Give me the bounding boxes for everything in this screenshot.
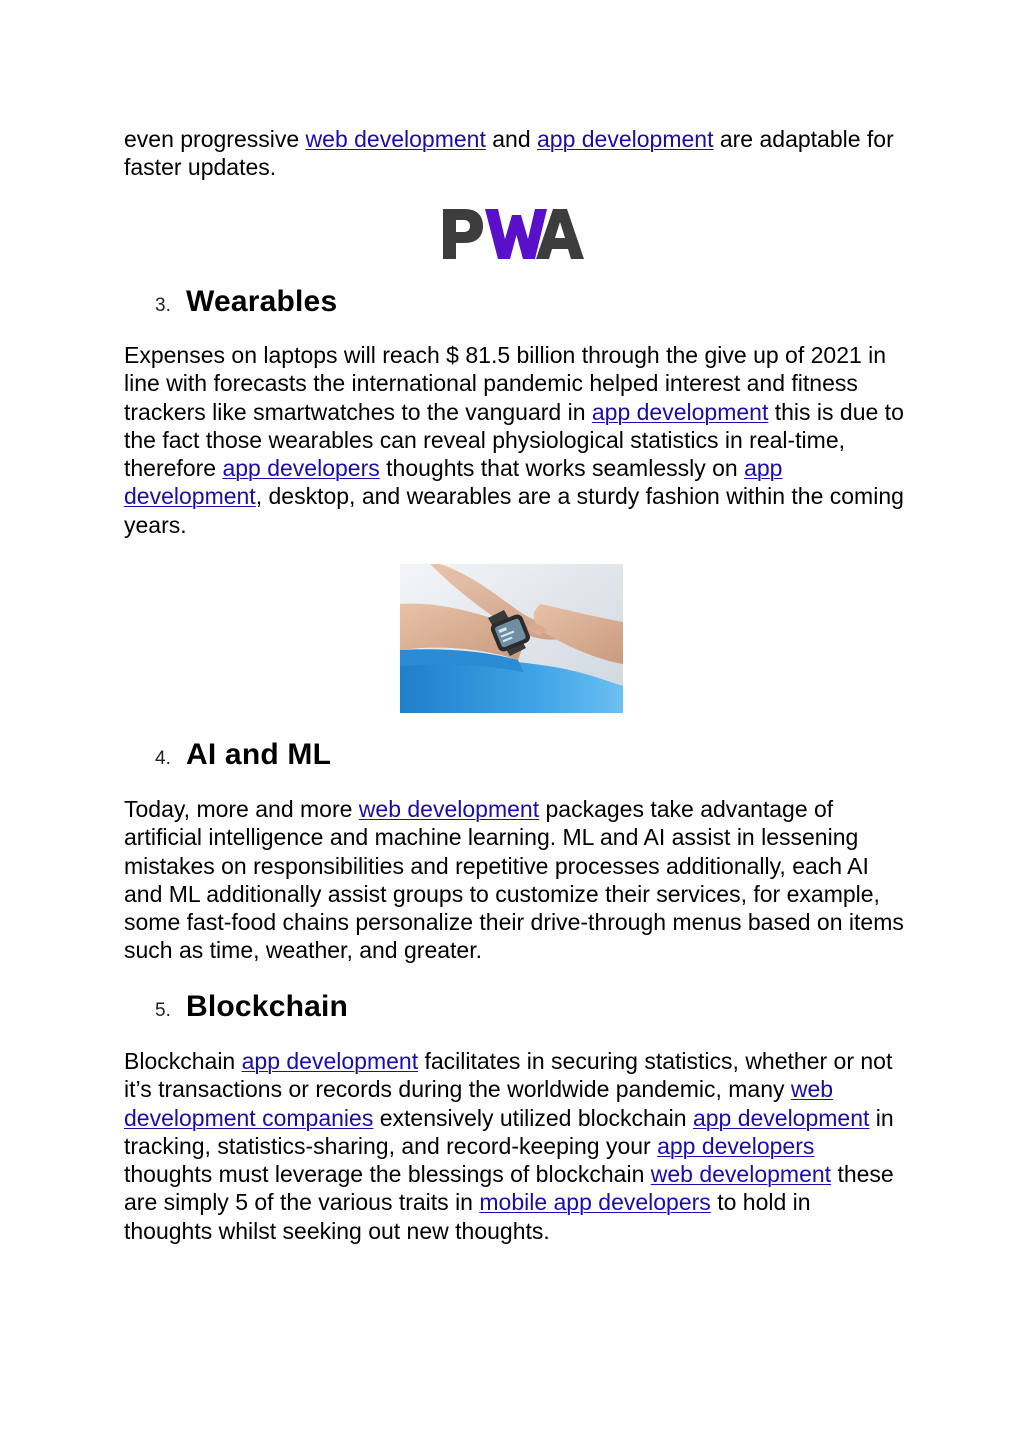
section-heading-wearables [124, 285, 337, 325]
section-number: 3. [155, 295, 171, 316]
intro-text-3: are adaptable for faster updates. [124, 126, 894, 181]
link-web-development[interactable]: web development [358, 796, 540, 822]
ai-ml-text-1: Today, more and more [124, 796, 359, 822]
blockchain-text-5: thoughts must leverage the blessings of blockchain [124, 1161, 651, 1188]
link-app-development[interactable]: app development [124, 455, 783, 510]
section-number: 4. [155, 748, 171, 769]
link-app-development[interactable]: app development [537, 126, 714, 152]
link-app-developers[interactable]: app developers [222, 455, 380, 482]
intro-paragraph [124, 125, 904, 182]
link-app-development[interactable]: app development [241, 1048, 419, 1074]
smartwatch-photo [400, 564, 623, 713]
blockchain-paragraph [124, 1047, 904, 1245]
wearables-text-4: , desktop, and wearables are a sturdy fashion within the coming years. [124, 483, 904, 538]
link-app-development[interactable]: app development [591, 398, 769, 425]
blockchain-text-4: in tracking, statistics-sharing, and record-keeping your [124, 1104, 894, 1159]
section-title: AI and ML [186, 738, 332, 771]
link-app-development[interactable]: app development [692, 1104, 870, 1131]
pwa-logo-graphic [441, 205, 585, 261]
link-mobile-app-developers[interactable]: mobile app developers [479, 1189, 711, 1216]
blockchain-text-1: Blockchain [124, 1048, 242, 1074]
section-heading-blockchain [124, 990, 348, 1030]
link-web-development[interactable]: web development [650, 1161, 832, 1188]
link-app-developers[interactable]: app developers [657, 1132, 815, 1159]
intro-text-1: even progressive [124, 126, 306, 152]
wearables-paragraph [124, 341, 904, 539]
pwa-logo [441, 205, 585, 261]
link-web-development[interactable]: web development [305, 126, 486, 152]
smartwatch-image [400, 564, 623, 713]
link-web-development-companies[interactable]: web development companies [124, 1076, 834, 1131]
section-title: Wearables [186, 285, 338, 318]
section-title: Blockchain [186, 990, 349, 1023]
wearables-text-3: thoughts that works seamlessly on [379, 455, 745, 482]
ai-ml-paragraph [124, 795, 904, 965]
ai-ml-text-2: packages take advantage of artificial intelligence and machine learning. ML and AI assist in lessening mistakes on responsibilities and repetitive processes additionally, each AI and ML additionally assist groups to customize their services, for example, some fast-food chains personalize their drive-through menus based on items such as time, weather, and greater. [124, 796, 904, 964]
section-number: 5. [155, 1000, 171, 1021]
blockchain-text-3: extensively utilized blockchain [373, 1104, 693, 1131]
blockchain-text-7: to hold in thoughts whilst seeking out new thoughts. [124, 1189, 811, 1244]
blockchain-text-2: facilitates in securing statistics, whether or not it’s transactions or records during the worldwide pandemic, many [124, 1048, 893, 1103]
wearables-text-1: Expenses on laptops will reach $ 81.5 billion through the give up of 2021 in line with forecasts the international pandemic helped interest and fitness trackers like smartwatches to the vanguard in [124, 342, 887, 425]
blockchain-text-6: these are simply 5 of the various traits in [124, 1161, 894, 1216]
wearables-text-2: this is due to the fact those wearables can reveal physiological statistics in real-time, therefore [124, 398, 904, 482]
section-heading-ai-ml [124, 738, 331, 778]
intro-text-2: and [485, 126, 537, 152]
